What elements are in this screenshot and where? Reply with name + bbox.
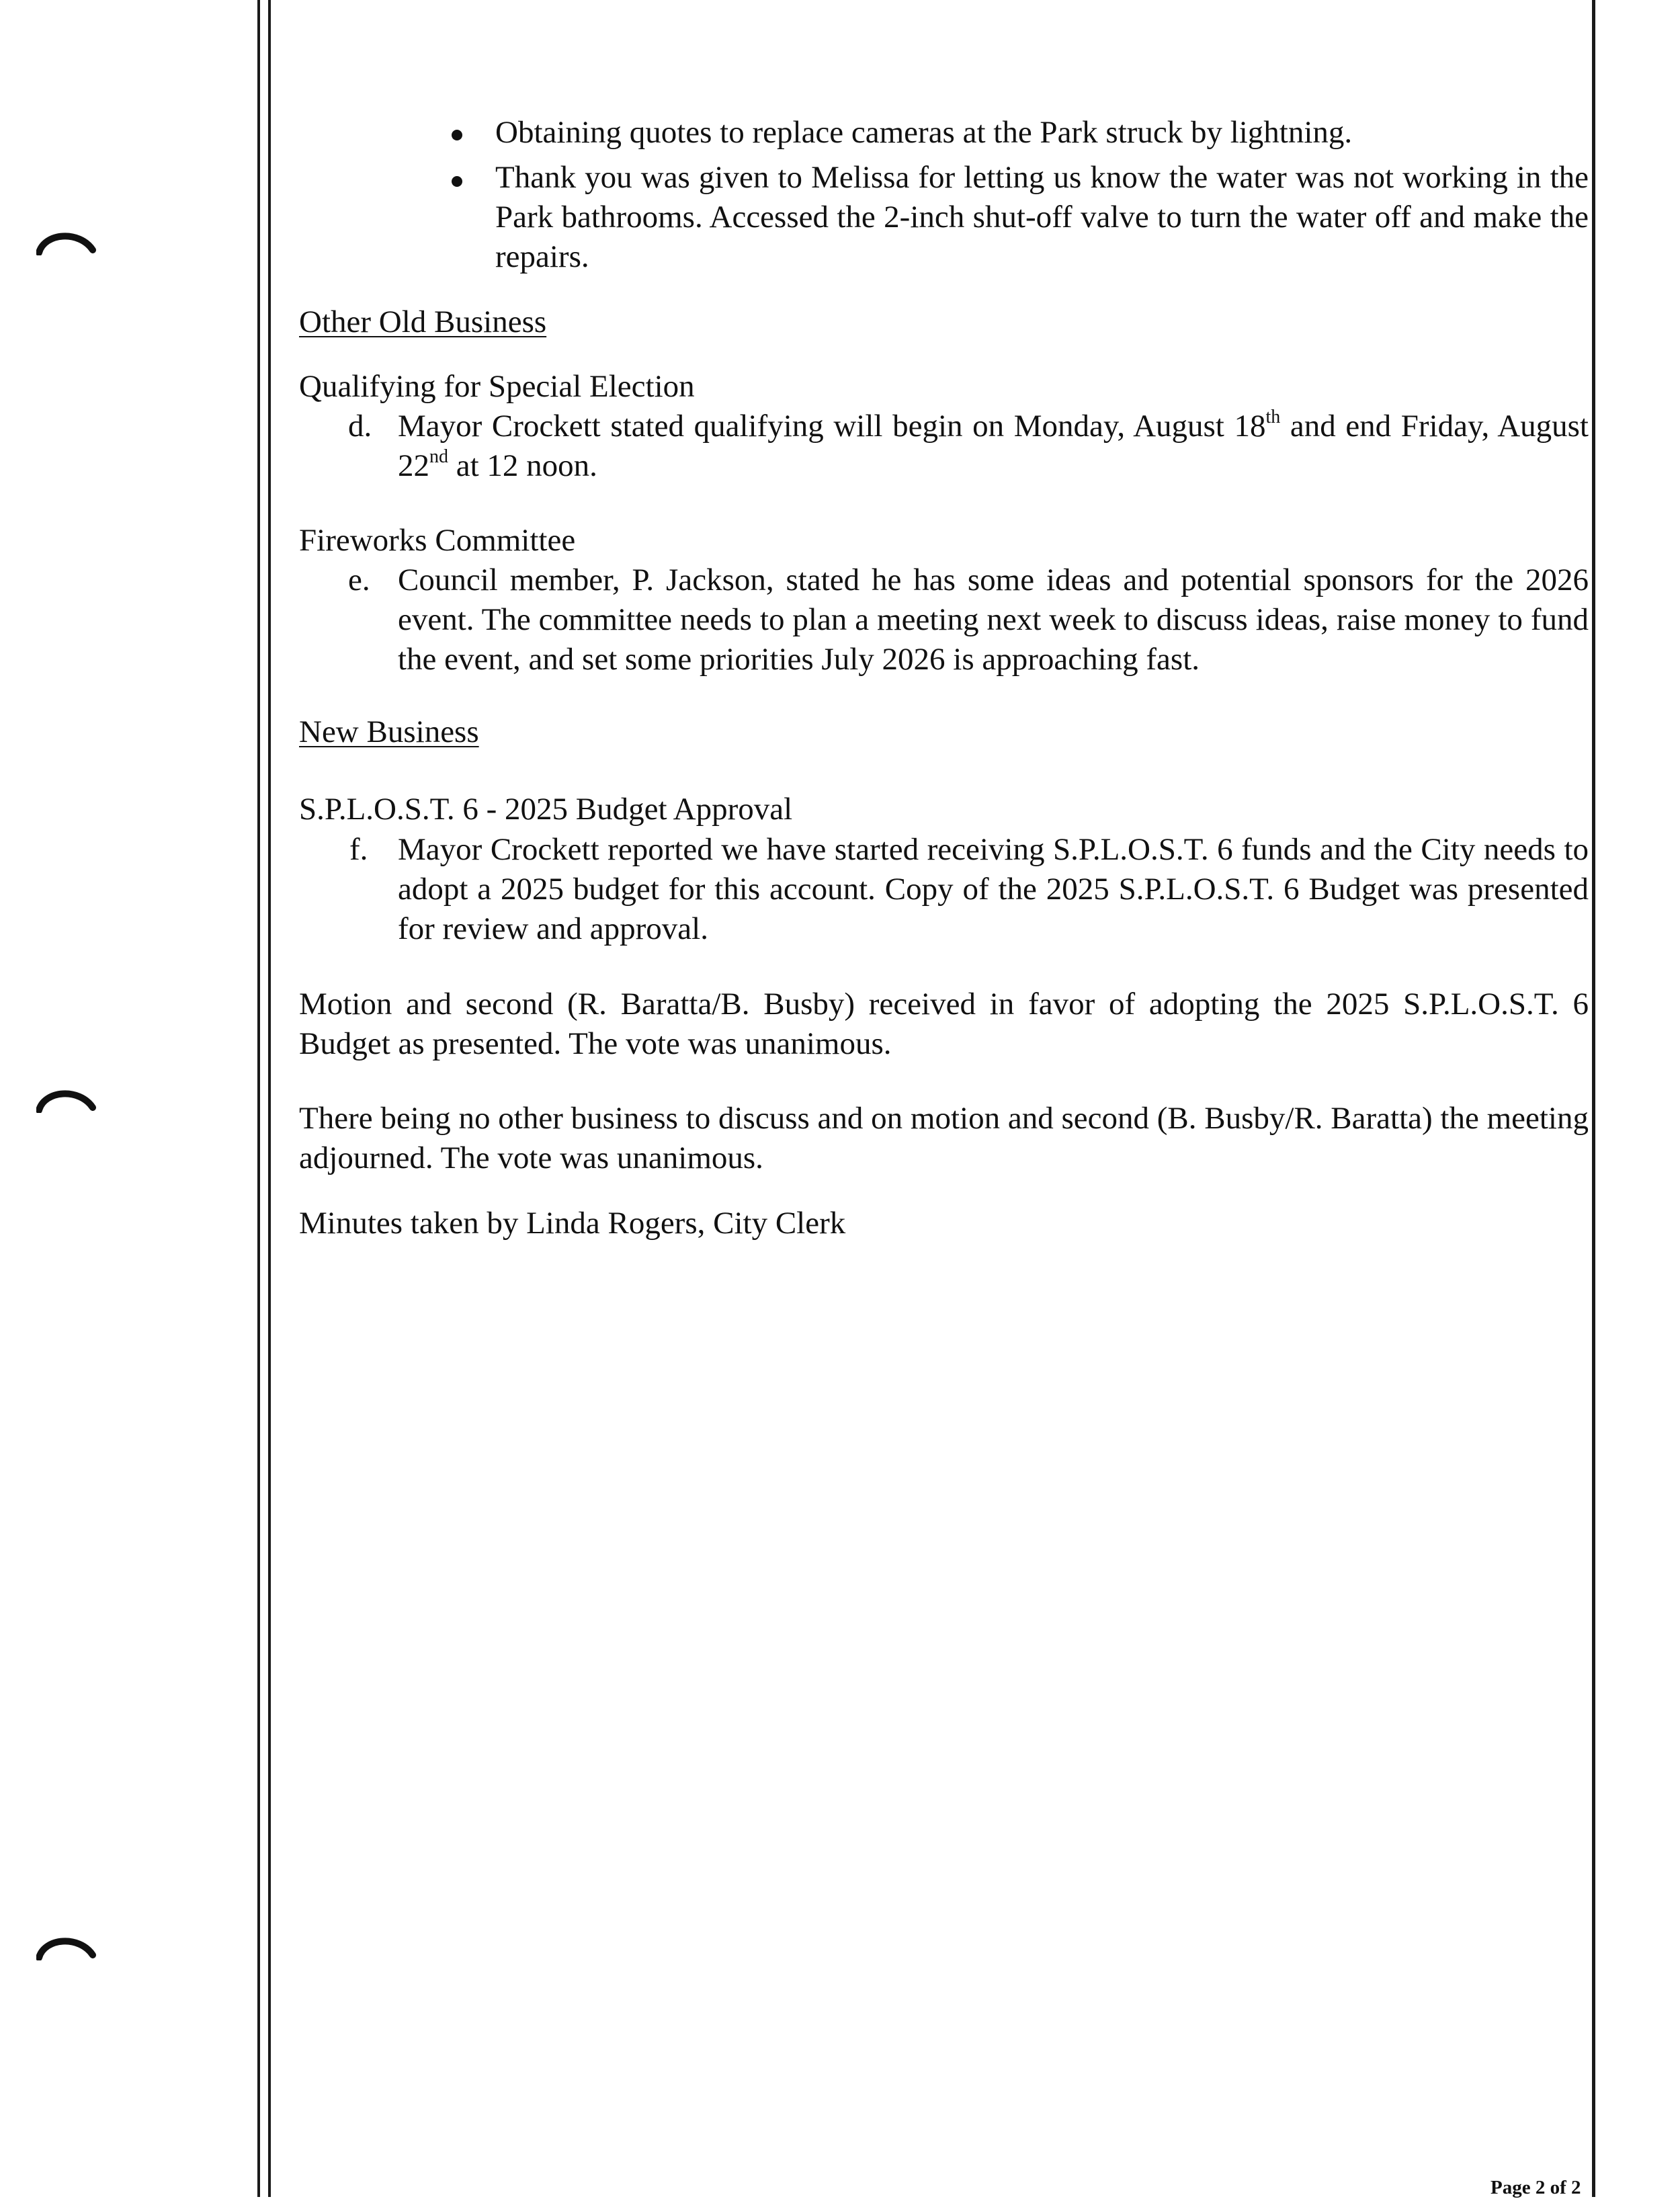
fireworks-title: Fireworks Committee bbox=[299, 523, 576, 558]
motion-paragraph: Motion and second (R. Baratta/B. Busby) received in favor of adopting the 2025 S.P.L.O.S.T. 6 Budget as presented. The vote was unanimous. bbox=[299, 987, 1589, 1061]
qualifying-text: Mayor Crockett stated qualifying will begin on Monday, August 18th and end Friday, August 22nd at 12 noon. bbox=[398, 407, 1589, 483]
left-margin-line-outer bbox=[257, 0, 260, 2197]
bullet-item-2: Thank you was given to Melissa for letting us know the water was not working in the Park bathrooms. Accessed the 2-inch shut-off valve to turn the water off and make the repairs. bbox=[495, 160, 1589, 274]
hole-punch-mark bbox=[36, 229, 97, 255]
minutes-taken-by: Minutes taken by Linda Rogers, City Clerk bbox=[299, 1206, 846, 1241]
fireworks-text: Council member, P. Jackson, stated he has some ideas and potential sponsors for the 2026 event. The committee needs to plan a meeting next week to discuss ideas, raise money to fund the event, and set some priorities July 2026 is approaching fast. bbox=[398, 563, 1589, 677]
hole-punch-mark bbox=[36, 1086, 97, 1113]
bullet-item-1: Obtaining quotes to replace cameras at the Park struck by lightning. bbox=[495, 115, 1353, 150]
bullet-dot bbox=[452, 176, 462, 187]
item-marker-d: d. bbox=[348, 409, 372, 444]
right-margin-line bbox=[1592, 0, 1595, 2197]
adjourn-paragraph: There being no other business to discuss and on motion and second (B. Busby/R. Baratta) the meeting adjourned. The vote was unanimous. bbox=[299, 1101, 1589, 1175]
qualifying-title: Qualifying for Special Election bbox=[299, 369, 695, 404]
bullet-dot bbox=[452, 130, 462, 140]
splost-title: S.P.L.O.S.T. 6 - 2025 Budget Approval bbox=[299, 792, 793, 827]
splost-text: Mayor Crockett reported we have started receiving S.P.L.O.S.T. 6 funds and the City needs to adopt a 2025 budget for this account. Copy of the 2025 S.P.L.O.S.T. 6 Budget was presented for review and approval. bbox=[398, 832, 1589, 946]
other-old-business-heading: Other Old Business bbox=[299, 304, 547, 339]
hole-punch-mark bbox=[36, 1934, 97, 1960]
left-margin-line-inner bbox=[268, 0, 271, 2197]
page-number: Page 2 of 2 bbox=[1490, 2177, 1581, 2198]
item-marker-e: e. bbox=[348, 563, 370, 597]
item-marker-f: f. bbox=[349, 832, 368, 867]
new-business-heading: New Business bbox=[299, 714, 479, 749]
